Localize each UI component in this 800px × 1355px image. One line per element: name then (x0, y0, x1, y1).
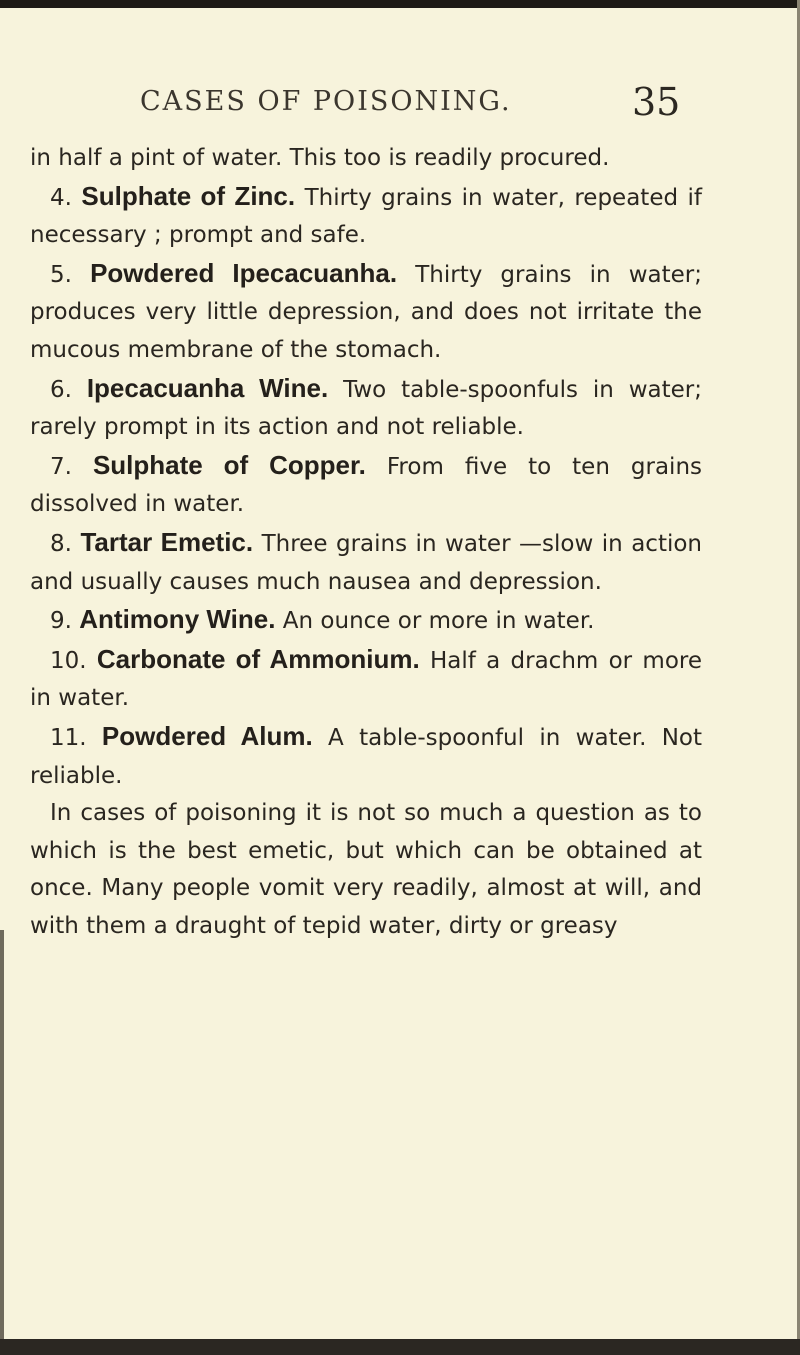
emetic-entry-8 (30, 524, 702, 601)
emetic-entry-7 (30, 447, 702, 524)
entry-number: 9. (50, 608, 72, 635)
emetic-entry-5 (30, 255, 702, 370)
entry-number: 8. (50, 530, 72, 557)
entry-text: Thirty grains in water; produces very little depression, and does not irritate the mucous membrane of the stomach. (30, 261, 703, 363)
entry-heading: Carbonate of Ammonium. (96, 643, 420, 674)
entry-heading: Tartar Emetic. (80, 526, 254, 557)
emetic-entry-4 (30, 178, 702, 255)
entry-heading: Powdered Alum. (101, 720, 313, 751)
page-bottom-edge (0, 1339, 800, 1355)
entry-heading: Powdered Ipecacuanha. (90, 257, 398, 288)
entry-number: 6. (50, 376, 72, 403)
entry-heading: Antimony Wine. (79, 604, 276, 635)
page-left-edge-shadow (0, 930, 4, 1355)
running-title: CASES OF POISONING. (140, 86, 512, 117)
closing-paragraph: In cases of poisoning it is not so much a question as to which is the best emetic, but which can be obtained at once. Many people vomit very readily, almost at will, and with them a draught of tepid water, dirty or greasy (30, 800, 702, 939)
emetic-entry-9 (30, 601, 702, 641)
body-text (30, 140, 702, 945)
emetic-entry-10 (30, 641, 702, 718)
entry-heading: Sulphate of Zinc. (81, 180, 296, 211)
entry-text: Half a drachm or more in water. (30, 647, 702, 712)
page-number: 35 (632, 80, 681, 124)
emetic-entry-11 (30, 718, 702, 795)
emetic-entry-6 (30, 370, 702, 447)
entry-text: Two table-spoonfuls in water; rarely prompt in its action and not reliable. (30, 376, 702, 441)
entry-number: 10. (50, 647, 87, 674)
continuation-paragraph: in half a pint of water. This too is readily procured. (30, 145, 610, 171)
entry-number: 7. (50, 453, 72, 480)
entry-text: From five to ten grains dissolved in water. (30, 453, 702, 518)
page-top-edge (0, 0, 800, 8)
entry-text: Thirty grains in water, repeated if necessary ; prompt and safe. (30, 184, 703, 249)
entry-number: 5. (50, 261, 72, 288)
page-header (0, 80, 800, 136)
entry-number: 4. (50, 184, 72, 211)
entry-number: 11. (50, 724, 87, 751)
entry-text: Three grains in water —slow in action and usually causes much nausea and depression. (30, 530, 703, 595)
entry-heading: Sulphate of Copper. (92, 449, 366, 480)
entry-text: An ounce or more in water. (282, 608, 595, 635)
entry-text: A table-spoonful in water. Not reliable. (30, 724, 703, 789)
entry-heading: Ipecacuanha Wine. (86, 372, 329, 403)
